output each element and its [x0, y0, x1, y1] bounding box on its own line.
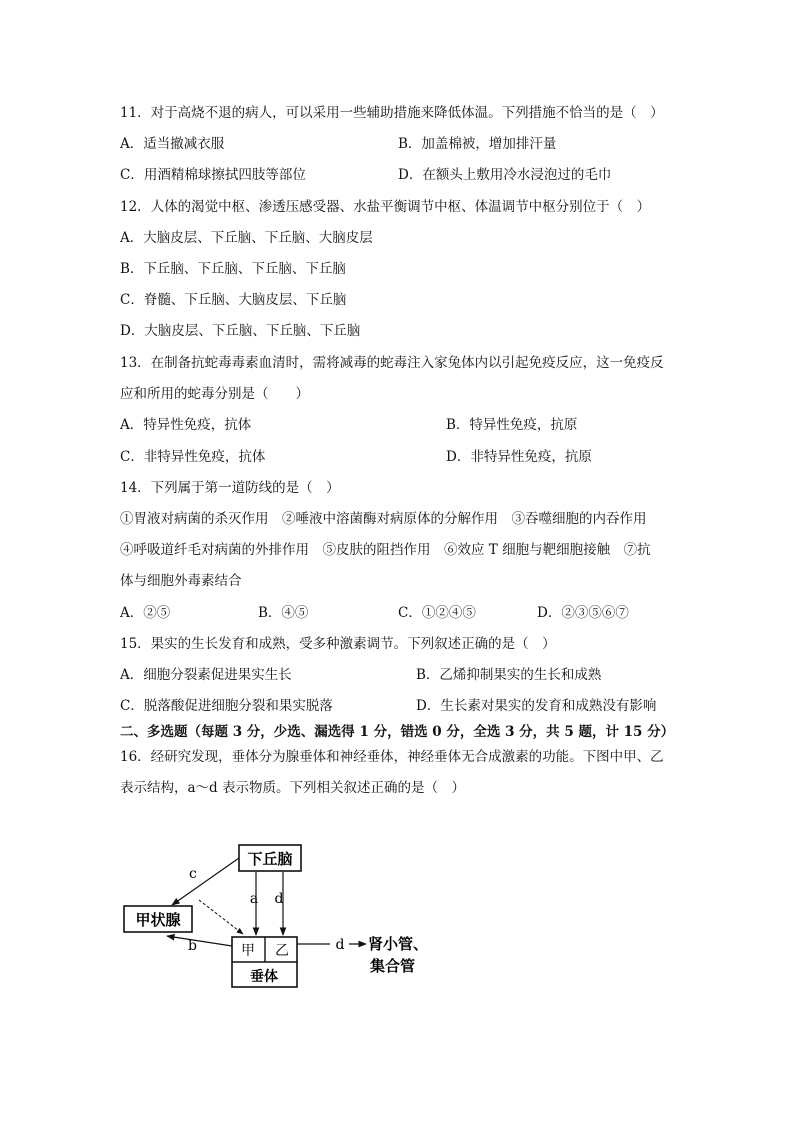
q11-option-c: C．用酒精棉球擦拭四肢等部位 [120, 167, 306, 183]
q11-option-b: B．加盖棉被，增加排汗量 [398, 136, 557, 152]
q14-option-c: C．①②④⑤ [398, 605, 476, 621]
arrow-c [172, 858, 239, 905]
q15-stem: 15．果实的生长发育和成熟，受多种激素调节。下列叙述正确的是（ ） [120, 636, 556, 652]
q12-option-b: B．下丘脑、下丘脑、下丘脑、下丘脑 [120, 261, 346, 277]
label-b: b [188, 938, 197, 954]
q15-option-c: C．脱落酸促进细胞分裂和果实脱落 [120, 698, 333, 714]
q12-option-d: D．大脑皮层、下丘脑、下丘脑、下丘脑 [120, 323, 361, 339]
q13-stem-line2: 应和所用的蛇毒分别是（ ） [120, 386, 309, 402]
section-2-heading: 二、多选题（每题 3 分，少选、漏选得 1 分，错选 0 分，全选 3 分，共 5 题，计 15 分） [120, 724, 675, 740]
q11-option-d: D．在额头上敷用冷水浸泡过的毛巾 [398, 167, 612, 183]
q12-stem: 12．人体的渴觉中枢、渗透压感受器、水盐平衡调节中枢、体温调节中枢分别位于（ ） [120, 199, 651, 215]
arrow-b [167, 936, 232, 946]
q14-option-b: B．④⑤ [258, 605, 309, 621]
q15-option-a: A．细胞分裂素促进果实生长 [120, 667, 292, 683]
pituitary-label: 垂体 [250, 969, 278, 985]
q16-stem-line2: 表示结构，a～d 表示物质。下列相关叙述正确的是（ ） [120, 780, 465, 796]
jia-label: 甲 [241, 943, 255, 959]
q11-stem: 11．对于高烧不退的病人，可以采用一些辅助措施来降低体温。下列措施不恰当的是（ ） [120, 105, 664, 121]
q13-option-b: B．特异性免疫，抗原 [446, 417, 578, 433]
q13-option-c: C．非特异性免疫，抗体 [120, 449, 266, 465]
q14-stem: 14．下列属于第一道防线的是（ ） [120, 480, 340, 496]
q12-option-a: A．大脑皮层、下丘脑、下丘脑、大脑皮层 [120, 230, 373, 246]
q15-option-d: D．生长素对果实的发育和成熟没有影响 [416, 698, 657, 714]
q14-items-line2: ④呼吸道纤毛对病菌的外排作用 ⑤皮肤的阻挡作用 ⑥效应 T 细胞与靶细胞接触 ⑦抗 [120, 542, 651, 558]
yi-label: 乙 [275, 943, 289, 959]
q13-option-d: D．非特异性免疫，抗原 [446, 449, 592, 465]
target-label-line2: 集合管 [370, 957, 416, 975]
label-d-upper: d [274, 891, 284, 907]
hypothalamus-label: 下丘脑 [247, 850, 293, 868]
label-d-lower: d [335, 937, 345, 953]
q16-stem-line1: 16．经研究发现，垂体分为腺垂体和神经垂体，神经垂体无合成激素的功能。下图中甲、乙 [120, 749, 664, 765]
label-c: c [189, 866, 197, 882]
q14-items-line1: ①胃液对病菌的杀灭作用 ②唾液中溶菌酶对病原体的分解作用 ③吞噬细胞的内吞作用 [120, 511, 647, 527]
q11-option-a: A．适当撤减衣服 [120, 136, 225, 152]
q13-stem-line1: 13．在制备抗蛇毒毒素血清时，需将减毒的蛇毒注入家兔体内以引起免疫反应，这一免疫反 [120, 355, 664, 371]
q13-option-a: A．特异性免疫，抗体 [120, 417, 252, 433]
target-label-line1: 肾小管、 [368, 935, 429, 953]
q14-items-line3: 体与细胞外毒素结合 [120, 573, 242, 589]
q15-option-b: B．乙烯抑制果实的生长和成熟 [416, 667, 602, 683]
thyroid-label: 甲状腺 [135, 911, 181, 929]
q12-option-c: C．脊髓、下丘脑、大脑皮层、下丘脑 [120, 292, 347, 308]
q14-option-d: D．②③⑤⑥⑦ [537, 605, 629, 621]
arrow-feedback [199, 900, 243, 934]
q14-option-a: A．②⑤ [120, 605, 171, 621]
label-a: a [249, 891, 259, 907]
